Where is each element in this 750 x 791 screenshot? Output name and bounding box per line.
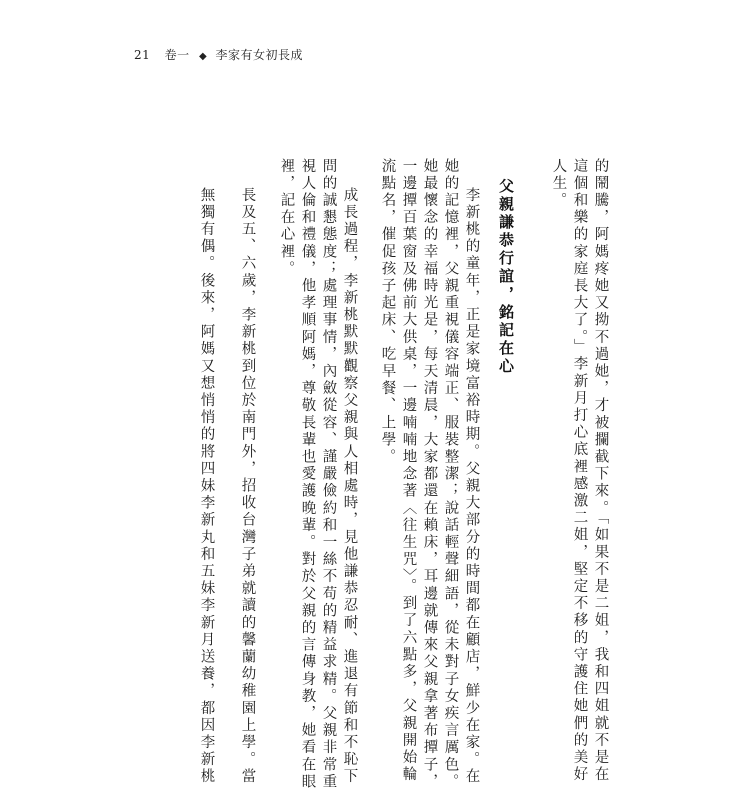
diamond-separator: ◆ [198,51,208,62]
page-number: 21 [134,48,151,62]
text-column: 她的記憶裡，父親重視儀容端正、服裝整潔；說話輕聲細語，從未對子女疾言厲色。 [442,158,459,791]
running-header [134,46,303,63]
chapter-title: 李家有女初長成 [215,48,303,62]
text-column: 成長過程，李新桃默默觀察父親與人相處時，見他謙恭忍耐、進退有節和不恥下 [341,187,358,786]
text-column: 長及五、六歲，李新桃到位於南門外，招收台灣子弟就讀的馨蘭幼稚園上學。當 [239,187,256,786]
volume-label: 卷一 [164,48,190,62]
text-column: 一邊撢百葉窗及佛前大供桌，一邊喃喃地念著〈往生咒〉。到了六點多，父親開始輪 [400,158,417,784]
text-column: 李新桃的童年，正是家境富裕時期。父親大部分的時間都在顧店，鮮少在家。在 [463,187,480,786]
text-column: 的鬧騰，阿媽疼她又拗不過她，才被攔截下來。「如果不是二姐，我和四姐就不是在 [592,158,609,784]
text-column: 流點名，催促孩子起床、吃早餐、上學。 [379,158,396,466]
text-column: 無獨有偶。後來，阿媽又想悄悄的將四妹李新丸和五妹李新月送養，都因李新桃 [198,187,215,786]
text-column: 裡，記在心裡。 [278,158,295,278]
text-column: 視人倫和禮儀，他孝順阿媽，尊敬長輩也愛護晚輩。對於父親的言傳身教，她看在眼 [299,158,316,791]
text-column: 這個和樂的家庭長大了。」李新月打心底裡感激二姐，堅定不移的守護住她們的美好 [571,158,588,784]
text-column: 人生。 [550,158,567,210]
vertical-body-text [166,158,609,791]
text-column: 她最懷念的幸福時光是，每天清晨，大家都還在賴床，耳邊就傳來父親拿著布撢子， [421,158,438,791]
text-column: 問的誠懇態度；處理事情，內斂從容、謹嚴儉約和一絲不苟的精益求精。父親非常重 [320,158,337,791]
section-heading: 父親謙恭行誼，銘記在心 [497,178,515,376]
